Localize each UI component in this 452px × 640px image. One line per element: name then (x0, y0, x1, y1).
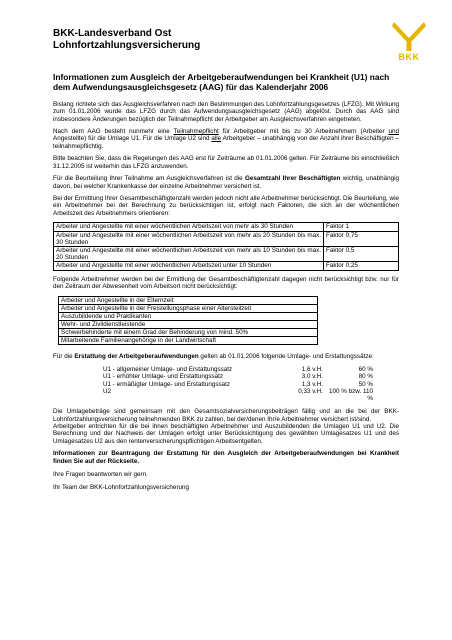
list-item: Auszubildende und Praktikanten (59, 313, 318, 321)
document-body (53, 101, 399, 497)
paragraph-questions: Ihre Fragen beantworten wir gern. (53, 470, 148, 478)
paragraph-exclusions-intro: Folgende Arbeitnehmer werden bei der Ermittlung der Gesamtbeschäftigtenzahl dagegen nicht berücksichtigt bzw. nur für den Zeitraum der Abwesenheit vom Arbeitsort nicht berücksichtigt: (53, 275, 399, 291)
list-item: Mitarbeitende Familienangehörige in der Landwirtschaft (59, 337, 318, 345)
organization-name: BKK-Landesverband Ost (53, 28, 172, 39)
paragraph-employee-count: Für die Beurteilung Ihrer Teilnahme am Ausgleichsverfahren ist die Gesamtzahl Ihrer Beschäftigten wichtig, unabhängig davon, bei welcher Krankenkasse der einzelne Arbeitnehmer versichert ist. (53, 175, 399, 190)
table-row: Arbeiter und Angestellte mit einer wöchentlichen Arbeitszeit unter 10 Stunden Faktor 0,25 (54, 262, 399, 270)
factor-table (53, 222, 399, 270)
paragraph-intro: Bislang richtete sich das Ausgleichsverfahren nach den Bestimmungen des Lohnfortzahlungsgesetzes (LFZG). Mit Wirkung zum 01.01.2006 wurde das LFZG durch das Aufwendungsausgleichsgesetz (AAG) abgelöst. Durch das AAG sind insbesondere Änderungen bezüglich der Teilnahmepflicht der Arbeitgeber am Ausgleichsverfahren eingetreten. (53, 101, 399, 123)
paragraph-validity: Bitte beachten Sie, dass die Regelungen des AAG erst für Zeiträume ab 01.01.2006 gelten. Für Zeiträume bis einschließlich 31.12.2005 ist weiterhin das LFZG anzuwenden. (53, 155, 399, 170)
bkk-logo-text: BKK (398, 52, 420, 62)
organization-header (53, 28, 200, 52)
paragraph-payment: Die Umlagebeträge sind gemeinsam mit den Gesamtsozialversicherungsbeiträgen fällig und an die bei der BKK-Lohnfortzahlungsversicherung teilnehmenden BKK zu zahlen, bei der/denen Ihr/e Arbeitnehmer versichert ist/sind. (53, 408, 399, 423)
paragraph-reimbursement-info: Informationen zur Beantragung der Erstattung für den Ausgleich der Arbeitgeberaufwendungen bei Krankheit finden Sie auf der Rückseite. (53, 450, 399, 465)
rate-row: U1 - erhöhter Umlage- und Erstattungssatz 3,0 v.H. 80 % (103, 373, 373, 381)
paragraph-factors-intro: Bei der Ermittlung Ihrer Gesamtbeschäftigtenzahl werden jedoch nicht alle Arbeitnehmer berücksichtigt. Die Beurteilung, wie ein Arbeitnehmer bei der Berechnung zu berücksichtigen ist, erfolgt nach Faktoren, die sich an der wöchentlichen Arbeitszeit des Arbeitnehmers orientieren: (53, 195, 399, 217)
paragraph-rates-intro: Für die Erstattung der Arbeitgeberaufwendungen gelten ab 01.01.2006 folgende Umlage- und Erstattungssätze: (53, 353, 374, 361)
rate-row: U2 0,33 v.H. 100 % bzw. 110 % (103, 387, 373, 403)
exclusions-list (53, 296, 399, 346)
rates-list (103, 366, 373, 402)
paragraph-calculation: Arbeitgeber entrichten für die bei ihnen beschäftigten Arbeitnehmer und Auszubildenden die Umlagen U1 und U2. Die Berechnung und der Nachweis der Umlagen erfolgt unter Berücksichtigung des gewählten Umlagesatzes U1 und des Umlagesatzes U2 aus den rentenversicherungspflichtigen Arbeitsentgelten. (53, 423, 399, 445)
list-item: Arbeiter und Angestellte in der Freistellungsphase einer Altersteilzeit (59, 304, 318, 312)
organization-department: Lohnfortzahlungsversicherung (53, 40, 201, 51)
rate-row: U1 - allgemeiner Umlage- und Erstattungssatz 1,6 v.H. 60 % (103, 366, 373, 373)
rate-row: U1 - ermäßigter Umlage- und Erstattungssatz 1,3 v.H. 50 % (103, 380, 373, 388)
paragraph-participation: Nach dem AAG besteht nunmehr eine Teilnahmepflicht für Arbeitgeber mit bis zu 30 Arbeitnehmern (Arbeiter und Angestellte) für die Umlage U1. Für die Umlage U2 sind alle Arbeitgeber – unabhängig von der Anzahl ihrer Beschäftigten – teilnahmepflichtig. (53, 128, 399, 150)
list-item: Schwerbehinderte mit einem Grad der Behinderung von mind. 50% (59, 329, 318, 337)
table-row: Arbeiter und Angestellte mit einer wöchentlichen Arbeitszeit von mehr als 20 Stunden bis max. 30 Stunden Faktor 0,75 (54, 231, 399, 246)
paragraph-signoff: Ihr Team der BKK-Lohnfortzahlungsversicherung (53, 484, 190, 492)
table-row: Arbeiter und Angestellte mit einer wöchentlichen Arbeitszeit von mehr als 30 Stunden Faktor 1 (54, 223, 399, 231)
table-row: Arbeiter und Angestellte mit einer wöchentlichen Arbeitszeit von mehr als 10 Stunden bis max. 20 Stunden Faktor 0,5 (54, 246, 399, 261)
document-heading: Informationen zum Ausgleich der Arbeitgeberaufwendungen bei Krankheit (U1) nach dem Aufwendungsausgleichsgesetz (AAG) für das Kalenderjahr 2006 (53, 72, 390, 92)
list-item: Arbeiter und Angestellte in der Elternzeit (59, 296, 318, 304)
list-item: Wehr- und Zivildienstleistende (59, 321, 318, 329)
